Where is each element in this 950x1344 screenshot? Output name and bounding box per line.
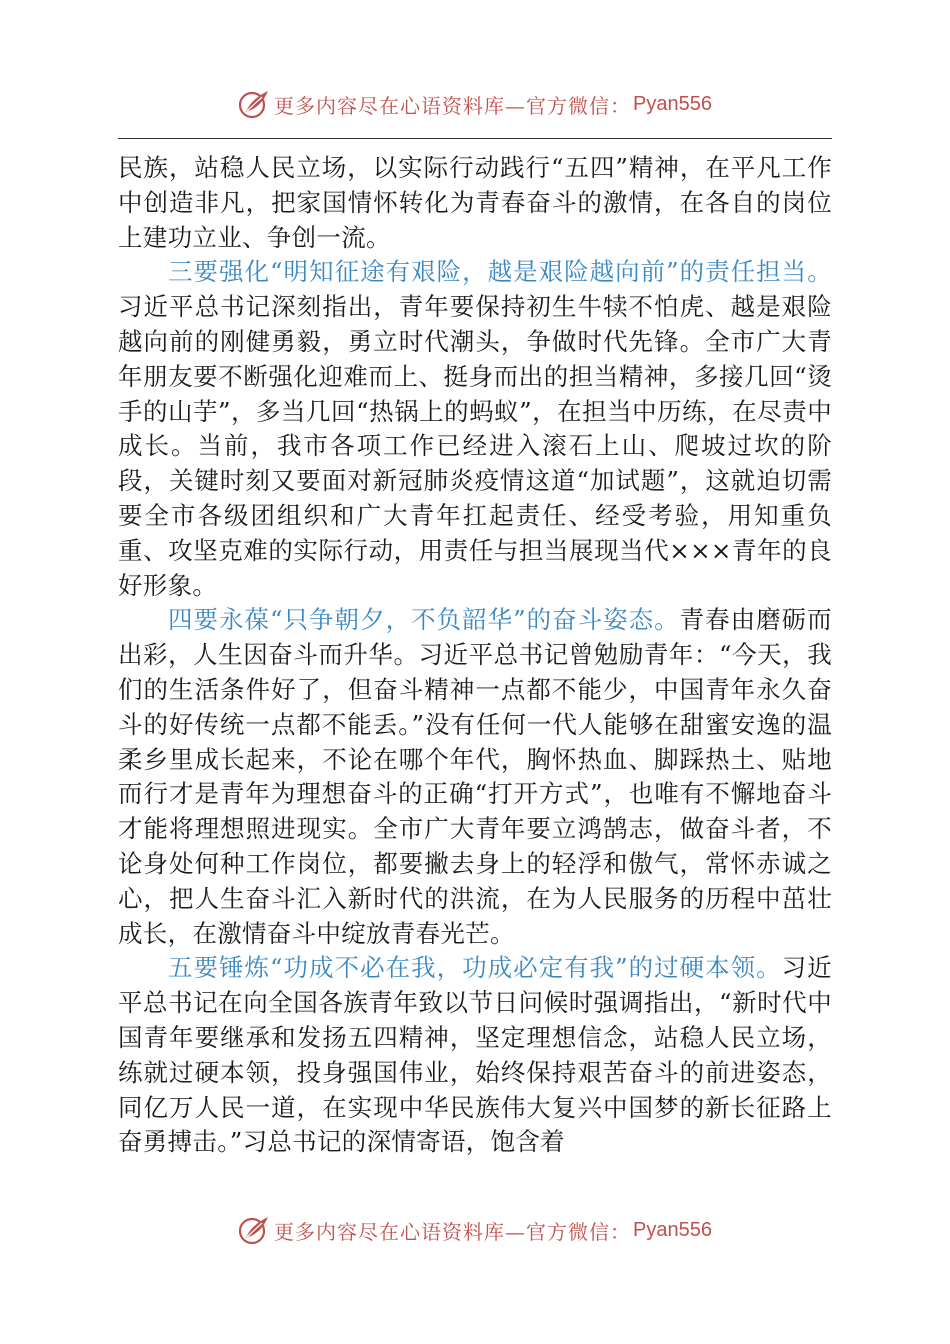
wechat-id: Pyan556	[633, 1218, 712, 1241]
paragraph	[118, 603, 832, 951]
feather-logo-icon	[238, 88, 270, 120]
paragraph	[118, 951, 832, 1160]
paragraph-body: 民族，站稳人民立场，以实际行动践行“五四”精神，在平凡工作中创造非凡，把家国情怀转化为青春奋斗的激情，在各自的岗位上建功立业、争创一流。	[118, 153, 832, 252]
paragraph-body: 习近平总书记深刻指出，青年要保持初生牛犊不怕虎、越是艰险越向前的刚健勇毅，勇立时代潮头，争做时代先锋。全市广大青年朋友要不断强化迎难而上、挺身而出的担当精神，多接几回“烫手的山芋”，多当几回“热锅上的蚂蚁”，在担当中历练，在尽责中成长。当前，我市各项工作已经进入滚石上山、爬坡过坎的阶段，关键时刻又要面对新冠肺炎疫情这道“加试题”，这就迫切需要全市各级团组织和广大青年扛起责任、经受考验，用知重负重、攻坚克难的实际行动，用责任与担当展现当代×××青年的良好形象。	[118, 292, 832, 600]
paragraph-heading: 三要强化“明知征途有艰险，越是艰险越向前”的责任担当。	[168, 257, 832, 287]
wechat-id: Pyan556	[633, 92, 712, 115]
paragraph	[118, 255, 832, 603]
paragraph-body: 青春由磨砺而出彩，人生因奋斗而升华。习近平总书记曾勉励青年：“今天，我们的生活条件好了，但奋斗精神一点都不能少，中国青年永久奋斗的好传统一点都不能丢。”没有任何一代人能够在甜蜜安逸的温柔乡里成长起来，不论在哪个年代，胸怀热血、脚踩热土、贴地而行才是青年为理想奋斗的正确“打开方式”，也唯有不懈地奋斗才能将理想照进现实。全市广大青年要立鸿鹄志，做奋斗者，不论身处何种工作岗位，都要撇去身上的轻浮和傲气，常怀赤诚之心，把人生奋斗汇入新时代的洪流，在为人民服务的历程中茁壮成长，在激情奋斗中绽放青春光芒。	[118, 605, 832, 948]
header-banner	[0, 84, 950, 124]
footer-banner	[0, 1210, 950, 1250]
paragraph	[118, 151, 832, 255]
feather-logo-icon	[238, 1214, 270, 1246]
paragraph-body: 习近平总书记在向全国各族青年致以节日问候时强调指出，“新时代中国青年要继承和发扬五四精神，坚定理想信念，站稳人民立场，练就过硬本领，投身强国伟业，始终保持艰苦奋斗的前进姿态，同亿万人民一道，在实现中华民族伟大复兴中国梦的新长征路上奋勇搏击。”习总书记的深情寄语，饱含着	[118, 953, 832, 1157]
header-rule	[118, 138, 832, 139]
banner-text: 更多内容尽在心语资料库—官方微信：	[274, 1219, 632, 1244]
document-body	[118, 151, 832, 1160]
banner-text: 更多内容尽在心语资料库—官方微信：	[274, 93, 632, 118]
paragraph-heading: 四要永葆“只争朝夕，不负韶华”的奋斗姿态。	[168, 605, 680, 635]
paragraph-heading: 五要锤炼“功成不必在我，功成必定有我”的过硬本领。	[168, 953, 782, 983]
